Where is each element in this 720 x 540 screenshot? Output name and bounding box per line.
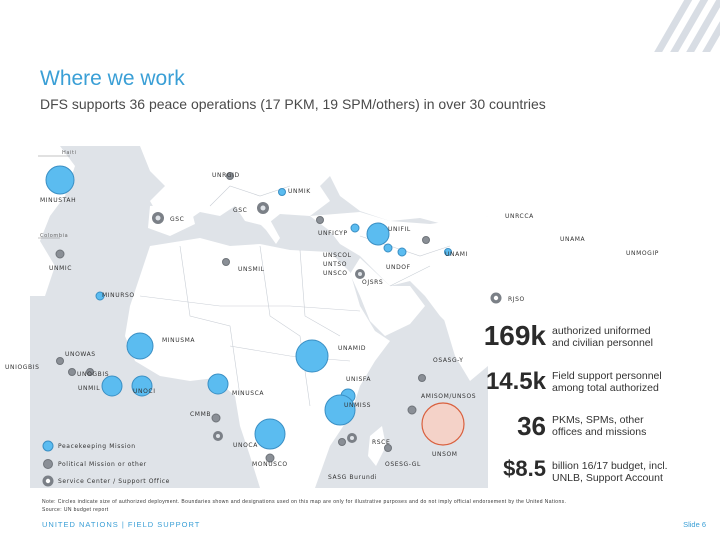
stat-personnel-desc1: authorized uniformed [552,325,651,337]
spm-legend-icon [42,458,54,470]
label-undof: UNDOF [386,264,411,271]
label-minusma: MINUSMA [162,337,196,344]
stat-missions-value: 36 [517,411,546,441]
legend-spm-label: Political Mission or other [58,461,147,468]
footnote-line-1: Note: Circles indicate size of authorized deployment. Boundaries shown and designations used on this map are only for illustrative purposes and do not imply official endorsement by the United Nations. [42,499,567,505]
label-untso: UNTSO [323,261,348,268]
stat-missions-desc2: offices and missions [552,426,647,438]
label-unsmil: UNSMIL [238,266,265,273]
label-minurso: MINURSO [102,292,135,299]
world-map [30,146,488,488]
pkm-legend-icon [42,440,54,452]
label-unamid: UNAMID [338,345,367,352]
label-cmmb: CMMB [190,411,212,418]
footer-organization: UNITED NATIONS | FIELD SUPPORT [42,520,201,529]
label-gsc-valencia: GSC [233,207,248,214]
label-minustah: MINUSTAH [40,197,77,204]
label-osasg-y: OSASG-Y [433,357,464,364]
label-unioggbis: UNIOGBIS [5,364,40,371]
stat-personnel-desc2: and civilian personnel [552,337,653,349]
label-sasg-burundi: SASG Burundi [328,474,378,481]
label-unami: UNAMI [445,251,468,258]
label-unmik: UNMIK [288,188,311,195]
rjso-gear-icon [489,291,503,305]
stat-budget-value: $8.5 [503,456,546,481]
label-unoci: UNOCI [133,388,156,395]
label-haiti: Haiti [62,150,77,156]
label-unscol: UNSCOL [323,252,352,259]
slide-subtitle: DFS supports 36 peace operations (17 PKM, 19 SPM/others) in over 30 countries [40,96,546,112]
slide-number: Slide 6 [683,520,706,529]
label-unmiss: UNMISS [344,402,372,409]
label-gsc-brindisi: GSC [170,216,185,223]
slide-title: Where we work [40,67,185,90]
stat-personnel-value: 169k [483,320,546,351]
label-unficyp: UNFICYP [318,230,348,237]
legend-service-label: Service Center / Support Office [58,478,170,485]
stat-budget-desc2: UNLB, Support Account [552,472,663,484]
label-ojsrs: OJSRS [362,279,384,286]
label-unsco: UNSCO [323,270,348,277]
label-unogbis: UNOGBIS [77,371,110,378]
stat-missions-desc1: PKMs, SPMs, other [552,414,644,426]
stat-fieldsupport-desc2: among total authorized [552,382,659,394]
label-monusco: MONUSCO [252,461,288,468]
label-unifil: UNIFIL [388,226,411,233]
label-colombia: Colombia [40,233,69,239]
label-unsom: UNSOM [432,451,458,458]
gear-legend-icon [41,474,55,488]
stat-budget-desc1: billion 16/17 budget, incl. [552,460,668,472]
label-unrgid: UNRGID [212,172,240,179]
footnote [42,498,566,514]
label-minusca: MINUSCA [232,390,265,397]
label-unrcca: UNRCCA [505,213,534,220]
rjso-gear-svg [30,146,488,488]
label-rjso: RJSO [508,296,525,303]
label-rsce: RSCE [372,439,391,446]
label-unmil: UNMIL [78,385,101,392]
label-unowas: UNOWAS [65,351,96,358]
corner-decoration [650,0,720,52]
footnote-line-2: Source: UN budget report [42,507,109,513]
stat-fieldsupport-value: 14.5k [485,368,546,395]
label-unama: UNAMA [560,236,586,243]
label-unmogip: UNMOGIP [626,250,660,257]
label-osesg-gl: OSESG-GL [385,461,421,468]
label-amisom: AMISOM/UNSOS [421,393,477,400]
label-unisfa: UNISFA [346,376,372,383]
stat-fieldsupport-desc1: Field support personnel [552,370,662,382]
label-unoca: UNOCA [233,442,258,449]
legend-pkm-label: Peacekeeping Mission [58,443,136,450]
label-unmic: UNMIC [49,265,73,272]
